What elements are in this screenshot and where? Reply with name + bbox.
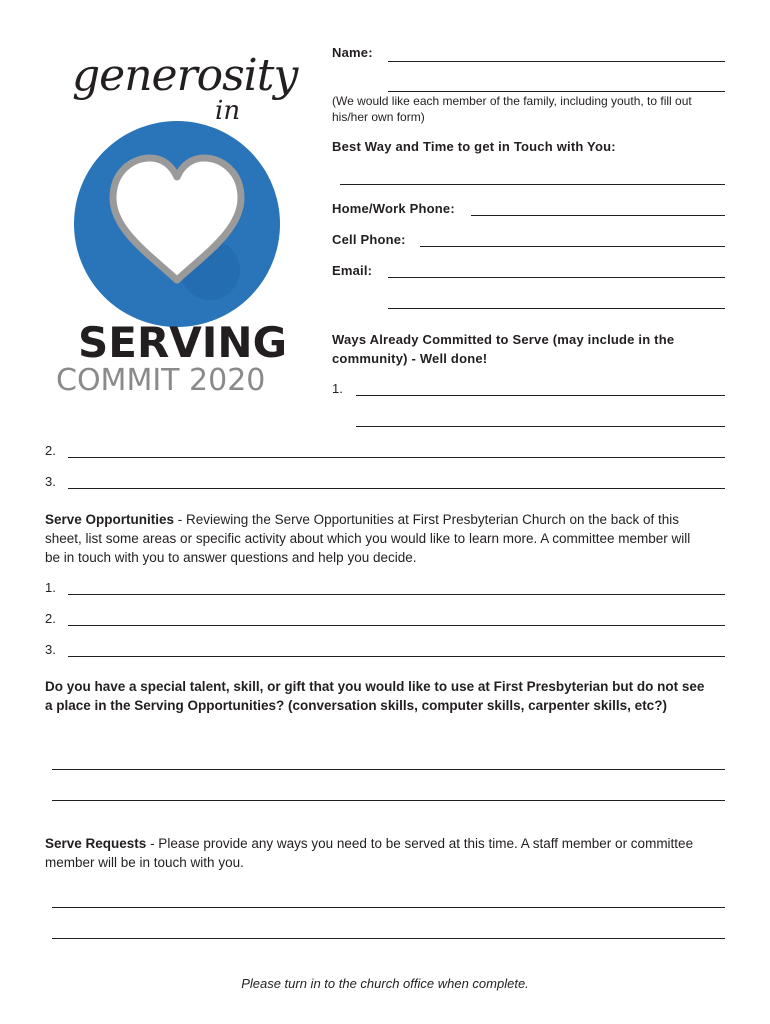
footer-note: Please turn in to the church office when complete. [241,976,529,991]
logo-commit-text: COMMIT 2020 [56,363,266,398]
serve-requests-paragraph [45,834,710,872]
serve-requests-field-1[interactable] [52,907,725,908]
opportunity-item-1-field[interactable] [68,594,725,595]
serve-opportunities-title: Serve Opportunities [45,512,175,527]
talent-field-1[interactable] [52,769,725,770]
logo-in-text: in [215,96,241,126]
serve-requests-title: Serve Requests [45,836,147,851]
home-phone-field[interactable] [471,215,725,216]
email-field[interactable] [388,277,725,278]
opportunity-item-1-number: 1. [45,580,56,595]
email-label: Email: [332,263,373,278]
serve-opportunities-paragraph [45,510,705,567]
name-label: Name: [332,45,373,60]
committed-item-3-field[interactable] [68,488,725,489]
logo-serving-text: SERVING [78,318,288,367]
best-way-field[interactable] [340,184,725,185]
committed-item-2-number: 2. [45,443,56,458]
home-phone-label: Home/Work Phone: [332,201,455,216]
ways-committed-label: Ways Already Committed to Serve (may include in the community) - Well done! [332,332,675,366]
best-way-label: Best Way and Time to get in Touch with You: [332,139,616,154]
serve-requests-text: - Please provide any ways you need to be served at this time. A staff member or committee member will be in touch with you. [45,836,694,870]
committed-item-2-field[interactable] [68,457,725,458]
name-note: (We would like each member of the family, including youth, to fill out his/her own form) [332,94,692,124]
committed-item-1-field[interactable] [356,395,725,396]
committed-item-3-number: 3. [45,474,56,489]
talent-question: Do you have a special talent, skill, or gift that you would like to use at First Presbyterian but do not see a place in the Serving Opportunities? (conversation skills, computer skills, carpenter skills, etc?) [45,679,705,713]
opportunity-item-3-number: 3. [45,642,56,657]
email-field-2[interactable] [388,308,725,309]
committed-item-1-number: 1. [332,381,343,396]
opportunity-item-2-number: 2. [45,611,56,626]
cell-phone-field[interactable] [420,246,725,247]
logo [50,40,310,410]
serve-requests-field-2[interactable] [52,938,725,939]
committed-item-1-field-2[interactable] [356,426,725,427]
opportunity-item-3-field[interactable] [68,656,725,657]
cell-phone-label: Cell Phone: [332,232,406,247]
talent-field-2[interactable] [52,800,725,801]
logo-generosity-text: generosity [72,50,298,101]
serve-opportunities-text: - Reviewing the Serve Opportunities at First Presbyterian Church on the back of this sheet, list some areas or specific activity about which you would like to learn more. A committee member will be in touch with you to answer questions and help you decide. [45,512,691,565]
opportunity-item-2-field[interactable] [68,625,725,626]
name-field-2[interactable] [388,91,725,92]
name-field[interactable] [388,61,725,62]
